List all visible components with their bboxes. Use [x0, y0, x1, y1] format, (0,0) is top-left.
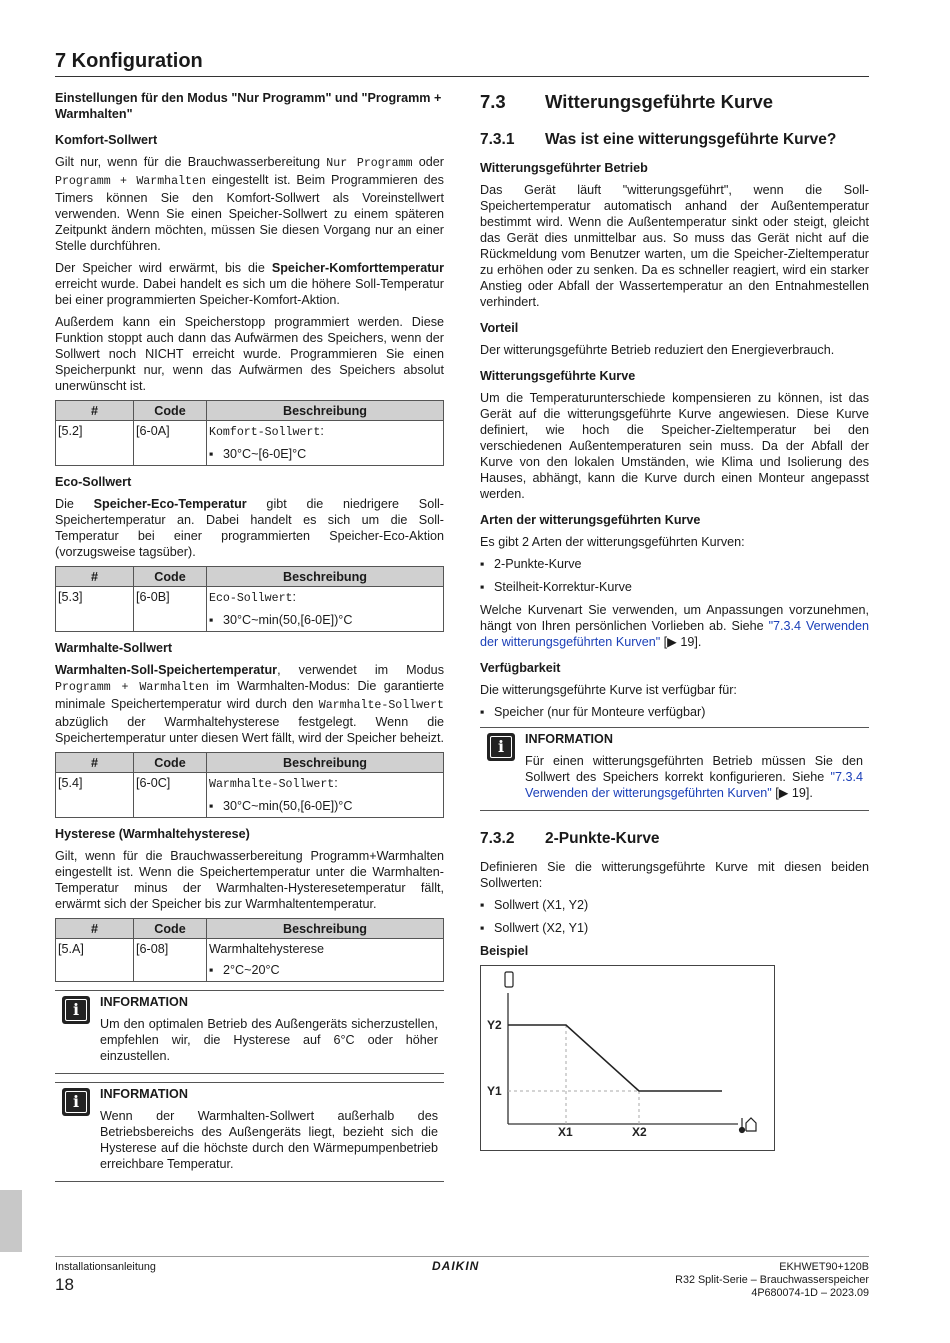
table-cell: [5.A] [56, 939, 134, 960]
two-point-curve-diagram [480, 965, 775, 1151]
table-cell: Warmhaltehysterese [207, 939, 444, 960]
verfuegbarkeit-heading: Verfügbarkeit [480, 661, 561, 675]
eco-heading: Eco-Sollwert [55, 475, 132, 489]
beispiel-heading: Beispiel [480, 944, 529, 958]
arten-list [480, 556, 869, 595]
table-cell: Warmhalte-Sollwert: [207, 773, 444, 796]
range-value: 30°C~min(50,[6-0E])°C [223, 799, 353, 813]
eco-paragraph: Die Speicher-Eco-Temperatur gibt die niedrigere Soll-Speichertemperatur an. Dabei handelt es sich um die Soll-Temperatur bei einer programmierten Speicher-Eco-Aktion (vorzugsweise tagsüber). [55, 497, 444, 559]
table-cell: [5.3] [56, 587, 134, 610]
komfort-paragraph-3: Außerdem kann ein Speicherstopp programmiert werden. Diese Funktion stoppt auch dann das Aufwärmen des Speichers, wenn der Sollwert noch NICHT erreicht wurde. Programmieren Sie einen Speicherpunkt nur, wenn das Aufwärmen des Speichers absolut unerwünscht ist. [55, 315, 444, 393]
warmhalte-table: # Code Beschreibung [5.4] [6-0C] Warmhalte-Sollwert: ▪ 30°C~min(50,[6-0E])°C [55, 752, 444, 818]
komfort-table: # Code Beschreibung [5.2] [6-0A] Komfort-Sollwert: ▪ 30°C~[6-0E]°C [55, 400, 444, 466]
section-7-3-2-paragraph: Definieren Sie die witterungsgeführte Kurve mit diesen beiden Sollwerten: [480, 860, 869, 890]
table-cell: Komfort-Sollwert: [207, 421, 444, 444]
curve-line [508, 1025, 722, 1091]
sollwert-list [480, 897, 869, 936]
table-cell: [5.4] [56, 773, 134, 796]
eco-table: # Code Beschreibung [5.3] [6-0B] Eco-Sollwert: ▪ 30°C~min(50,[6-0E])°C [55, 566, 444, 632]
footer-doc-id: 4P680074-1D – 2023.09 [751, 1287, 869, 1299]
info-box-warmhalte [55, 1082, 444, 1182]
section-7-3-heading: 7.3 Witterungsgeführte Kurve [480, 91, 774, 112]
thermometer-icon [505, 972, 513, 987]
komfort-paragraph-1: Gilt nur, wenn für die Brauchwasserbereitung Nur Programm oder Programm + Warmhalten eingestellt ist. Beim Programmieren des Timers können Sie den Komfort-Sollwert als Voreinstellwert verwenden. Wenn Sie einen Speicher-Sollwert zu einem späteren Zeitpunkt ändern möchten, müssen Sie diesen Vorgang nur an einer Stelle durchführen. [55, 155, 444, 253]
info-title: INFORMATION [100, 1087, 188, 1101]
information-icon: i [62, 996, 90, 1024]
komfort-heading: Komfort-Sollwert [55, 133, 158, 147]
arten-intro: Es gibt 2 Arten der witterungsgeführten Kurven: [480, 535, 745, 549]
table-cell: Eco-Sollwert: [207, 587, 444, 610]
table-cell: [6-0A] [134, 421, 207, 444]
footer-model: EKHWET90+120B [779, 1261, 869, 1273]
arten-paragraph: Welche Kurvenart Sie verwenden, um Anpassungen vorzunehmen, hängt von Ihren persönlichen Vorlieben ab. Siehe "7.3.4 Verwenden der witterungsgeführten Kurven" [▶ 19]. [480, 603, 869, 649]
chapter-rule [55, 76, 869, 77]
table-cell: [6-0B] [134, 587, 207, 610]
list-item: ▪ 2-Punkte-Kurve [480, 557, 582, 571]
komfort-paragraph-2: Der Speicher wird erwärmt, bis die Speicher-Komforttemperatur erreicht wurde. Dabei handelt es sich um die höhere Soll-Temperatur bei einer programmierten Speicher-Komfort-Aktion. [55, 261, 444, 307]
vorteil-paragraph: Der witterungsgeführte Betrieb reduziert den Energieverbrauch. [480, 343, 835, 357]
betrieb-heading: Witterungsgeführter Betrieb [480, 161, 648, 175]
info-text: Um den optimalen Betrieb des Außengeräts sicherzustellen, empfehlen wir, die Hysterese auf 6°C oder höher einzustellen. [100, 1017, 438, 1063]
verfuegbarkeit-list [480, 704, 869, 720]
list-item: ▪ Sollwert (X1, Y2) [480, 898, 589, 912]
page-number: 18 [55, 1275, 74, 1294]
label-y2: Y2 [487, 1018, 502, 1032]
kurve-heading: Witterungsgeführte Kurve [480, 369, 636, 383]
label-x1: X1 [558, 1125, 573, 1139]
range-value: 30°C~[6-0E]°C [223, 447, 307, 461]
list-item: ▪ Steilheit-Korrektur-Kurve [480, 580, 632, 594]
label-y1: Y1 [487, 1084, 502, 1098]
intro-heading: Einstellungen für den Modus "Nur Programm" und "Programm + Warmhalten" [55, 91, 442, 121]
hysterese-table: # Code Beschreibung [5.A] [6-08] Warmhaltehysterese ▪ 2°C~20°C [55, 918, 444, 982]
hysterese-paragraph: Gilt, wenn für die Brauchwasserbereitung Programm+Warmhalten eingestellt ist. Wenn die Speichertemperatur unter die Warmhalten-Temperatur minus der Warmhalten-Hysteresetemperatur fällt, erwärmt sich der Speicher bis zur Warmhaltentemperatur. [55, 849, 444, 911]
table-cell: [6-08] [134, 939, 207, 960]
info-title: INFORMATION [525, 732, 613, 746]
betrieb-paragraph: Das Gerät läuft "witterungsgeführt", wenn die Soll-Speichertemperatur automatisch anhand der Außentemperatur bestimmt wird. Wenn die Außentemperatur sinkt oder steigt, gleicht das Gerät dies unmittelbar aus. So muss das Gerät nicht auf die Rückmeldung vom Benutzer warten, um die Speicher-Zieltemperatur zu erhöhen oder zu senken. Da es schneller reagiert, wird ein starker Anstieg oder Abfall der Wassertemperatur an den Entnahmestellen verhindert. [480, 183, 869, 309]
vorteil-heading: Vorteil [480, 321, 519, 335]
chapter-title: 7 Konfiguration [55, 50, 203, 72]
information-icon: i [487, 733, 515, 761]
footer-series: R32 Split-Serie – Brauchwasserspeicher [675, 1274, 869, 1286]
label-x2: X2 [632, 1125, 647, 1139]
information-icon: i [62, 1088, 90, 1116]
range-value: 30°C~min(50,[6-0E])°C [223, 613, 353, 627]
footer-doc-type: Installationsanleitung [55, 1261, 156, 1273]
brand-logo: DAIKIN [432, 1259, 480, 1273]
warmhalte-heading: Warmhalte-Sollwert [55, 641, 173, 655]
kurve-paragraph: Um die Temperaturunterschiede kompensieren zu können, ist das Gerät auf die witterungsgeführte Kurve angewiesen. Diese Kurve definiert, wie hoch die Speicher-Zieltemperatur bei den verschiedenen Außentemperaturen sein muss. Da der Abfall der Kurve von den lokalen Umständen, wie Klima und Isolierung des Hauses, abhängt, kann die Kurve durch einen Monteur angepasst werden. [480, 391, 869, 501]
right-column [480, 90, 869, 1151]
section-7-3-2-heading: 7.3.2 2-Punkte-Kurve [480, 830, 660, 847]
outdoor-temperature-icon [740, 1118, 757, 1133]
table-cell: [6-0C] [134, 773, 207, 796]
range-value: 2°C~20°C [223, 963, 280, 977]
side-tab-marker [0, 1190, 22, 1252]
footer-doc-info [675, 1261, 869, 1300]
cross-reference-link[interactable]: "7.3.4 Verwenden der witterungsgeführten Kurven" [480, 619, 869, 649]
info-box-hysterese [55, 990, 444, 1074]
section-7-3-1-heading: 7.3.1 Was ist eine witterungsgeführte Kurve? [480, 131, 837, 148]
info-title: INFORMATION [100, 995, 188, 1009]
info-text: Wenn der Warmhalten-Sollwert außerhalb des Betriebsbereichs des Außengeräts liegt, bezieht sich die Hysterese auf die höchste durch den Wärmepumpenbetrieb erreichbare Temperatur. [100, 1109, 438, 1171]
list-item: ▪ Speicher (nur für Monteure verfügbar) [480, 705, 706, 719]
info-box-sollwert [480, 727, 869, 811]
left-column [55, 90, 444, 1190]
list-item: ▪ Sollwert (X2, Y1) [480, 921, 589, 935]
footer-rule [55, 1256, 869, 1257]
table-cell: [5.2] [56, 421, 134, 444]
warmhalte-paragraph: Warmhalten-Soll-Speichertemperatur, verwendet im Modus Programm + Warmhalten im Warmhalten-Modus: Die garantierte minimale Speichertemperatur wird durch den Warmhalte-Sollwert abzüglich der Warmhaltehysterese festgelegt. Wenn die Speichertemperatur unter diesen Wert fällt, wird der Speicher beheizt. [55, 663, 444, 745]
hysterese-heading: Hysterese (Warmhaltehysterese) [55, 827, 250, 841]
arten-heading: Arten der witterungsgeführten Kurve [480, 513, 701, 527]
cross-reference-link[interactable]: "7.3.4 Verwenden der witterungsgeführten Kurven" [525, 770, 863, 800]
info-text: Für einen witterungsgeführten Betrieb müssen Sie den Sollwert des Speichers korrekt konfigurieren. Siehe "7.3.4 Verwenden der witterungsgeführten Kurven" [▶ 19]. [525, 754, 863, 800]
verfuegbarkeit-paragraph: Die witterungsgeführte Kurve ist verfügbar für: [480, 683, 737, 697]
